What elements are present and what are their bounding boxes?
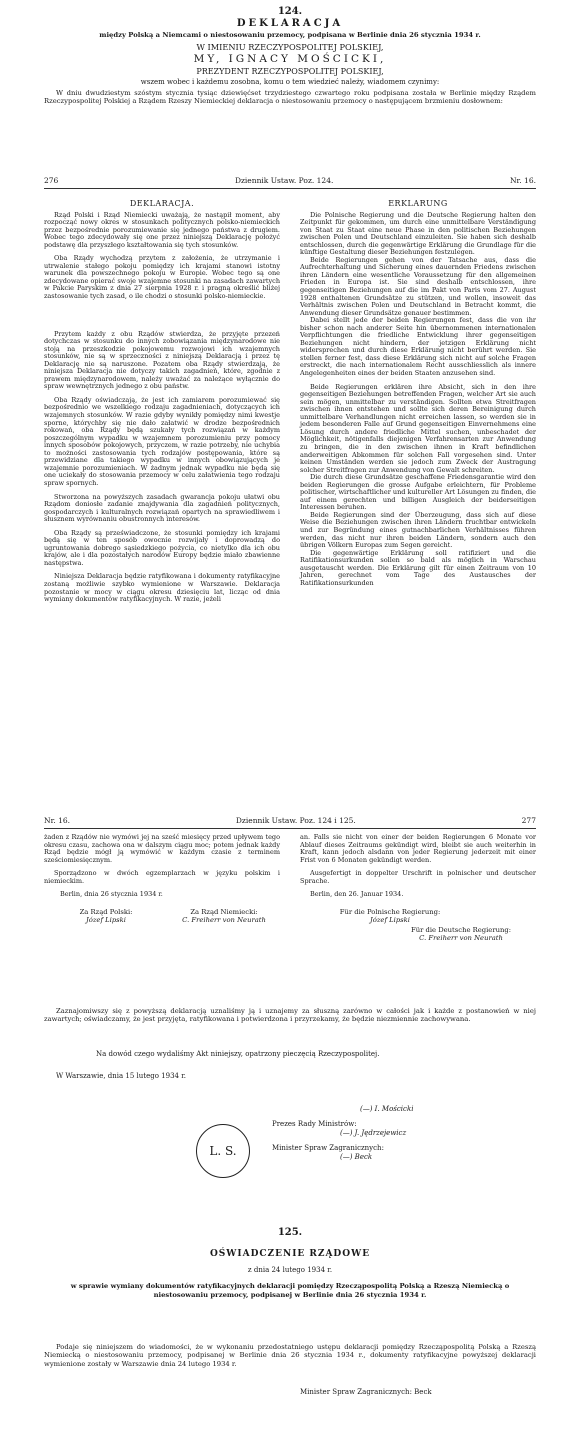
ratification-text: Zaznajomiwszy się z powyższą deklaracją uznaliśmy ją i uznajemy za słuszną zarówno w całości jak i każde z postanowień w niej zawartych; oświadczamy, że jest przyjęta, ratyfikowana i potwierdzona i przyrzekamy, że będzie niezmiennie zachowywana. [44,1007,536,1024]
to-all-line: wszem wobec i każdemu zosobna, komu o tem wiedzieć należy, wiadomem czynimy: [140,78,440,86]
paragraph: Dabei stellt jede der beiden Regierungen fest, dass die von ihr bisher schon nach anderer Seite hin übernommenen internationalen Verpflichtungen die friedliche Entwicklung ihrer gegenseitigen Beziehungen nicht hindern, der jetzigen Erklärung nicht widersprechen und durch diese Erklärung nicht berührt werden. Sie stellen ferner fest, dass diese Erklärung sich nicht auf solche Fragen erstreckt, die nach internationalem Recht ausschliesslich als innere Angelegenheiten eines der beiden Staaten anzusehen sind. [300,316,536,378]
polish-column-cont [44,834,280,899]
polish-column [44,200,280,604]
doc-title: DEKLARACJA [236,18,344,29]
signature-name: (—) I. Mościcki [360,1105,414,1113]
preamble: W dniu dwudziestym szóstym stycznia tysiąc dziewięćset trzydziestego czwartego roku podpisana została w Berlinie między Rządem Rzeczypospolitej Polskiej a Rządem Rzeszy Niemieckiej deklaracja o niestosowaniu przemocy o następującem brzmieniu dosłownem: [44,89,536,106]
signature-name: Józef Lipski [86,916,126,924]
doc-number: 124. [277,6,303,17]
place-date: W Warszawie, dnia 15 lutego 1934 r. [56,1072,187,1080]
doc-number: 125. [277,1227,303,1238]
signature-name: (—) J. Jędrzejewicz [340,1129,407,1137]
journal-header: Dziennik Ustaw. Poz. 124 i 125. [235,816,356,825]
paragraph: Oba Rządy oświadczają, że jest ich zamiarem porozumiewać się bezpośrednio we wszelkiego rodzaju zagadnieniach, dotyczących ich wzajemnych stosunków. W razie gdyby wynikły pomiędzy nimi kwestje sporne, którychby się nie dało załatwić w drodze bezpośrednich rokowań, oba Rządy będą szukały tych rozwiązań w każdym poszczególnym wypadku w wzajemnem porozumieniu przy pomocy innych sposobów pokojowych, przyczem, w razie potrzeby, nie uchybia to możności zastosowania tych rodzajów postępowania, które są przewidziane dla takiego wypadku w innych obowiązujących je wzajemnie porozumieniach. W żadnym jednak wypadku nie będą się one uciekały do stosowania przemocy w celu załatwienia tego rodzaju spraw spornych. [44,395,280,487]
premier-signature [272,1120,406,1138]
header-rule [44,828,536,829]
paragraph: Oba Rządy są przeświadczone, że stosunki pomiędzy ich krajami będą się w ten sposób owocnie rozwijały i doprowadzą do ugruntowania dobrego sąsiedzkiego pożycia, co nietylko dla ich obu krajów, ale i dla pozostałych narodów Europy będzie miało zbawienne następstwa. [44,528,280,567]
signature-label: Prezes Rady Ministrów: [272,1120,357,1128]
paragraph: Beide Regierungen erklären ihre Absicht, sich in den ihre gegenseitigen Beziehungen betreffenden Fragen, welcher Art sie auch sein mögen, unmittelbar zu verständigen. Sollten etwa Streitfragen zwischen ihnen entstehen und sollte sich deren Bereinigung durch unmittelbare Verhandlungen nicht erreichen lassen, so werden sie in jedem besonderen Falle auf Grund gegenseitigen Einvernehmens eine Lösung durch andere friedliche Mittel suchen, unbeschadet der Möglichkeit, nötigenfalls diejenigen Verfahrensarten zur Anwendung zu bringen, die in den zwischen ihnen in Kraft befindlichen anderweitigen Abkommen für solchen Fall vorgesehen sind. Unter keinen Umständen werden sie jedoch zum Zweck der Austragung solcher Streitfragen zur Anwendung von Gewalt schreiten. [300,382,536,474]
paragraph: Die gegenwärtige Erklärung soll ratifiziert und die Ratifikationsurkunden sollen so bald als möglich in Warschau ausgetauscht werden. Die Erklärung gilt für einen Zeitraum von 10 Jahren, gerechnet vom Tage des Austausches der Ratifikationsurkunden [300,548,536,587]
paragraph: Niniejsza Deklaracja będzie ratyfikowana i dokumenty ratyfikacyjne zostaną możliwie szybko wymienione w Warszawie. Deklaracja pozostanie w mocy w ciągu okresu dziesięciu lat, licząc od dnia wymiany dokumentów ratyfikacyjnych. W razie, jeżeli [44,572,280,604]
paragraph: żaden z Rządów nie wymówi jej na sześć miesięcy przed upływem tego okresu czasu, zachowa ona w dalszym ciągu moc; potem jednak każdy Rząd będzie mógł ją wymówić w każdym czasie z terminem sześciomiesięcznym. [44,833,280,864]
doc124-heading [44,6,536,106]
issue-number: Nr. 16. [509,176,536,185]
proof-text: Na dowód czego wydaliśmy Akt niniejszy, opatrzony pieczęcią Rzeczypospolitej. [96,1050,380,1058]
journal-header: Dziennik Ustaw. Poz. 124. [234,176,334,185]
doc125-body: Podaje się niniejszem do wiadomości, że w wykonaniu przedostatniego ustępu deklaracji pomiędzy Rzecząpospolitą Polską a Rzeszą Niemiecką o niestosowaniu przemocy, podpisanej w Berlinie dnia 26 stycznia 1934 r., dokumenty ratyfikacyjne powyższej deklaracji wymienione zostały w Warszawie dnia 24 lutego 1934 r. [44,1343,536,1368]
official-seal [196,1124,250,1178]
paragraph: Die Polnische Regierung und die Deutsche Regierung halten den Zeitpunkt für gekommen, um durch eine unmittelbare Verständigung von Staat zu Staat eine neue Phase in den politischen Beziehungen zwischen Polen und Deutschland einzuleiten. Sie haben sich deshalb entschlossen, durch die gegenwärtige Erklärung die Grundlage für die künftige Gestaltung dieser Beziehungen festzulegen. [300,210,536,257]
signature-name: (—) Beck [340,1153,373,1161]
signature-name: C. Freiherr von Neurath [182,916,266,924]
signature-label: Za Rząd Polski: [79,908,133,916]
signature-name: C. Freiherr von Neurath [419,934,503,942]
signature-label: Za Rząd Niemiecki: [190,908,258,916]
paragraph: Sporządzono w dwóch egzemplarzach w języku polskim i niemieckim. [44,869,280,885]
doc-subtitle: między Polską a Niemcami o niestosowaniu przemocy, podpisana w Berlinie dnia 26 stycznia 1934 r. [99,31,481,39]
paragraph: Rząd Polski i Rząd Niemiecki uważają, że nastąpił moment, aby rozpocząć nowy okres w stosunkach politycznych polsko-niemieckich przez bezpośrednie porozumiewanie się jednego państwa z drugiem. Wobec tego zdecydowały się one przez niniejszą Deklarację położyć podstawę dla przyszłego kształtowania się tych stosunków. [44,210,280,249]
doc-title: OŚWIADCZENIE RZĄDOWE [209,1249,371,1259]
in-name-line: W IMIENIU RZECZYPOSPOLITEJ POLSKIEJ, [196,42,384,52]
page-number: 277 [521,816,536,825]
place-date: Berlin, den 26. Januar 1934. [310,890,404,899]
presidential-signature [360,1105,413,1114]
doc125-signature: Minister Spraw Zagranicznych: Beck [300,1388,432,1396]
page-number: 276 [44,176,59,185]
place-date: Berlin, dnia 26 stycznia 1934 r. [60,890,163,899]
paragraph: Oba Rządy wychodzą przytem z założenia, że utrzymanie i utrwalenie stałego pokoju pomiędzy ich krajami stanowi istotny warunek dla powszechnego pokoju w Europie. Wobec tego są one zdecydowane opierać swoje wzajemne stosunki na zasadach zawartych w Pakcie Paryskim z dnia 27 sierpnia 1928 r. i pragną określić bliżej zastosowanie tych zasad, o ile chodzi o stosunki polsko-niemieckie. [44,254,280,301]
issue-number: Nr. 16. [44,816,71,825]
paragraph: Stworzona na powyższych zasadach gwarancja pokoju ułatwi obu Rządom doniosłe zadanie znajdywania dla zagadnień politycznych, gospodarczych i kulturalnych rozwiązań opartych na sprawiedliwem i słusznem wyrównaniu obustronnych interesów. [44,492,280,524]
signature-name: Józef Lipski [370,916,410,924]
signature-label: Minister Spraw Zagranicznych: [272,1144,384,1152]
paragraph: Ausgefertigt in doppelter Urschrift in polnischer und deutscher Sprache. [300,869,536,885]
german-column-cont [300,834,536,899]
german-column [300,200,536,587]
doc-subject: w sprawie wymiany dokumentów ratyfikacyjnych deklaracji pomiędzy Rzecząpospolitą Polską a Rzeszą Niemiecką o niestosowaniu przemocy, podpisanej w Berlinie dnia 26 stycznia 1934 r. [70,1282,510,1299]
minister-signature [272,1144,384,1162]
running-header-276 [44,176,536,185]
column-heading: ERKLARUNG [388,199,448,208]
column-heading: DEKLARACJA. [129,199,195,208]
doc125-heading [44,1227,536,1299]
president-line: PREZYDENT RZECZYPOSPOLITEJ POLSKIEJ, [196,67,384,76]
header-rule [44,188,536,189]
doc-date: z dnia 24 lutego 1934 r. [247,1266,333,1274]
paragraph: Beide Regierungen gehen von der Tatsache aus, dass die Aufrechterhaltung und Sicherung eines dauernden Friedens zwischen ihren Ländern eine wesentliche Voraussetzung für den allgemeinen Frieden in Europa ist. Sie sind deshalb entschlossen, ihre gegenseitigen Beziehungen auf die im Pakt von Paris vom 27. August 1928 enthaltenen Grundsätze zu stützen, und wollen, insoweit das Verhältnis zwischen Polen und Deutschland in Betracht kommt, die Anwendung dieser Grundsätze genauer bestimmen. [300,255,536,317]
we-line: MY, IGNACY MOŚCICKI, [193,53,387,65]
paragraph: an. Falls sie nicht von einer der beiden Regierungen 6 Monate vor Ablauf dieses Zeitraums gekündigt wird, bleibt sie auch weiterhin in Kraft, kann jedoch alsdann von jeder Regierung jederzeit mit einer Frist von 6 Monaten gekündigt werden. [300,833,536,864]
signature-label: Für die Deutsche Regierung: [411,926,511,934]
seal-text: L. S. [209,1144,237,1158]
paragraph: Beide Regierungen sind der Überzeugung, dass sich auf diese Weise die Beziehungen zwischen ihren Ländern fruchtbar entwickeln und zur Begründung eines gutnachbarlichen Verhältnisses führen werden, das nicht nur ihren beiden Ländern, sondern auch den übrigen Völkern Europas zum Segen gereicht. [300,510,536,550]
paragraph: Die durch diese Grundsätze geschaffene Friedensgarantie wird den beiden Regierungen die grosse Aufgabe erleichtern, für Probleme politischer, wirtschaftlicher und kultureller Art Lösungen zu finden, die auf einem gerechten und billigen Ausgleich der beiderseitigen Interessen beruhen. [300,473,536,512]
running-header-277 [44,816,536,825]
signature-label: Für die Polnische Regierung: [339,908,441,916]
paragraph: Przytem każdy z obu Rządów stwierdza, że przyjęte przezeń dotychczas w stosunku do innych zobowiązania międzynarodowe nie stoją na przeszkodzie pokojowemu rozwojowi ich wzajemnych stosunków, nie są w sprzeczności z niniejszą Deklaracją i przez tę Deklarację nie są naruszone. Pozatem oba Rządy stwierdzają, że niniejsza Deklaracja nie dotyczy takich zagadnień, które, zgodnie z prawem międzynarodowem, należy uważać za należące wyłącznie do spraw wewnętrznych jednego z obu państw. [44,329,280,391]
